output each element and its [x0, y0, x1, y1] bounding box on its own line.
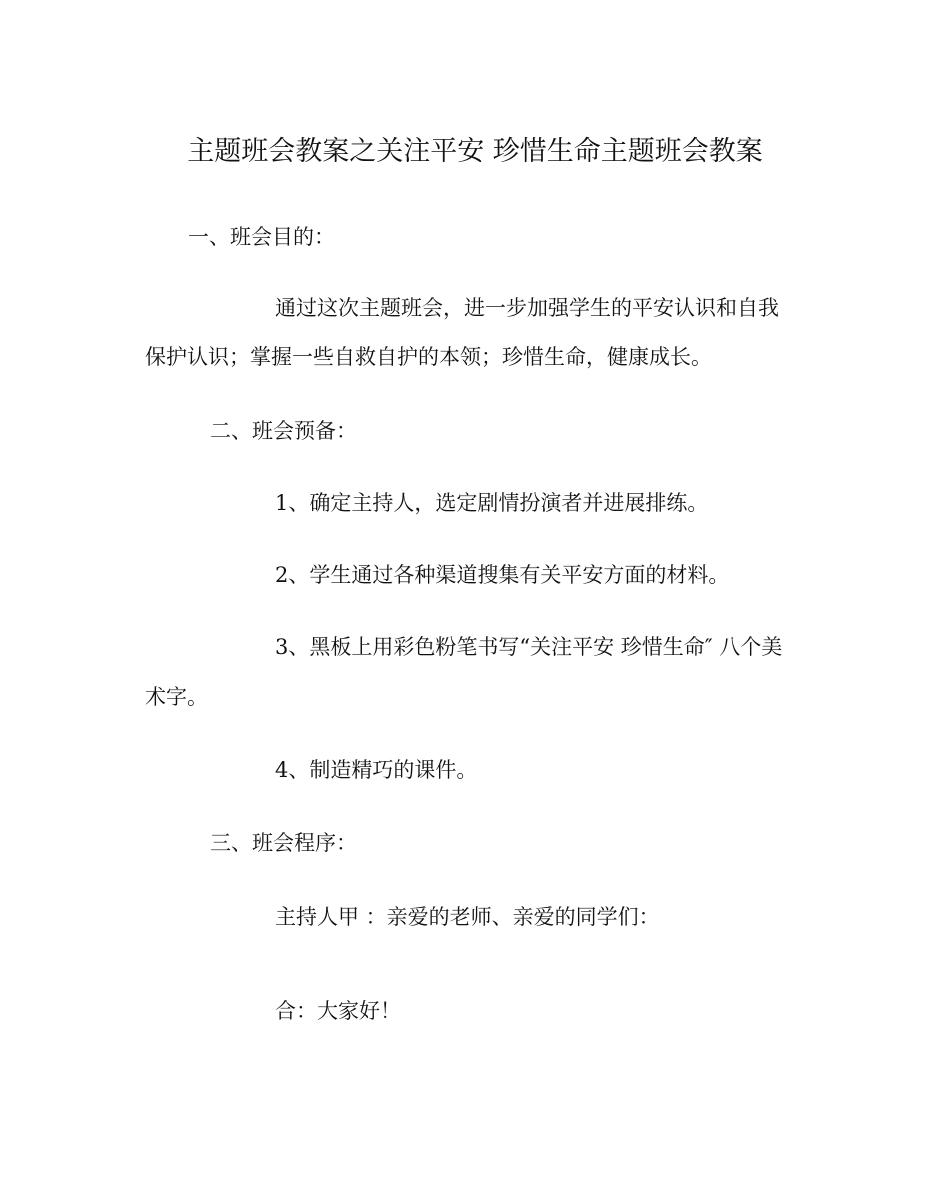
preparation-item-1: 1、确定主持人，选定剧情扮演者并进展排练。 — [275, 491, 709, 515]
procedure-speech-1: 主持人甲 ：亲爱的老师、亲爱的同学们： — [275, 905, 660, 929]
purpose-paragraph-line-1: 通过这次主题班会，进一步加强学生的平安认识和自我 — [275, 296, 779, 320]
section-heading-preparation: 二、班会预备： — [210, 419, 357, 443]
document-title: 主题班会教案之关注平安 珍惜生命主题班会教案 — [187, 136, 763, 167]
section-heading-purpose: 一、班会目的： — [188, 225, 335, 249]
preparation-item-3-line-2: 术字。 — [145, 685, 208, 709]
preparation-item-4: 4、制造精巧的课件。 — [275, 758, 478, 782]
section-heading-procedure: 三、班会程序： — [210, 831, 357, 855]
procedure-speech-2: 合：大家好！ — [275, 999, 401, 1023]
purpose-paragraph-line-2: 保护认识；掌握一些自救自护的本领；珍惜生命，健康成长。 — [145, 345, 712, 369]
preparation-item-2: 2、学生通过各种渠道搜集有关平安方面的材料。 — [275, 563, 730, 587]
preparation-item-3-line-1: 3、黑板上用彩色粉笔书写“关注平安 珍惜生命″ 八个美 — [275, 635, 783, 659]
